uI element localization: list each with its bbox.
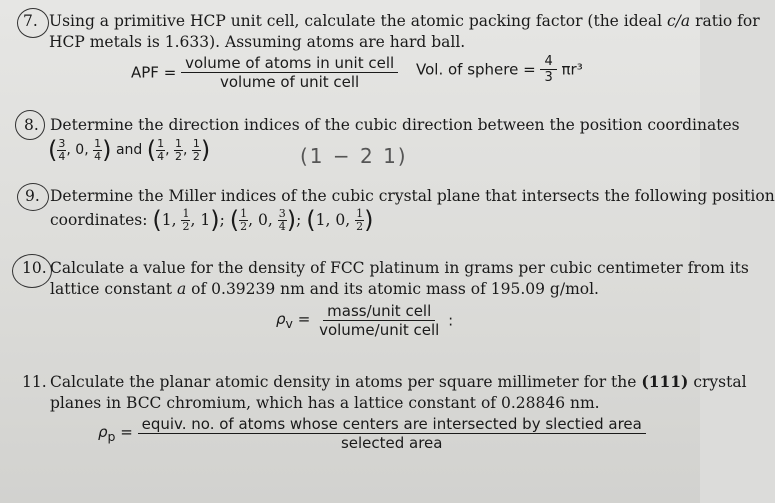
apf-numerator: volume of atoms in unit cell [181,54,398,73]
question-7-line-2: HCP metals is 1.633). Assuming atoms are hard ball. [49,33,466,51]
coordinate-value: 0 [75,142,85,158]
coordinate-fraction: $\frac{3}{4}$ [278,206,286,233]
coordinate-value: 0 [258,211,268,229]
coordinate-fraction: $\frac{1}{2}$ [192,136,200,163]
question-9-number: 9. [25,187,40,205]
density-denominator: volume/unit cell [319,321,440,339]
question-10-line-2: lattice constant a of 0.39239 nm and its atomic mass of 195.09 g/mol. [50,280,599,298]
point-1: 1, $\frac{1}{2}$ , 1 [161,206,211,233]
apf-denominator: volume of unit cell [220,73,360,91]
coordinate-set-1: $\frac{3}{4}$ , 0, $\frac{1}{4}$ [58,136,102,163]
coordinate-value: 1 [161,211,172,229]
question-10-line-1: Calculate a value for the density of FCC platinum in grams per cubic centimeter from its [50,259,749,277]
question-7-number: 7. [23,12,38,30]
coordinate-value: 0 [335,211,346,229]
question-11-line-1: Calculate the planar atomic density in atoms per square millimeter for the (111) crystal [50,372,747,391]
coordinate-fraction: $\frac{1}{2}$ [182,206,190,233]
density-formula: $\rho_v$ = $\frac{\text{mass/unit cell}}{\text{volume/unit cell}}$ : [276,302,454,339]
sphere-volume-formula: Vol. of sphere = $\frac{4}{3}$ πr³ [416,54,583,85]
planar-density-numerator: equiv. no. of atoms whose centers are intersected by slectied area [138,415,646,434]
coordinate-fraction: $\frac{1}{4}$ [157,136,165,163]
question-8-text: Determine the direction indices of the cubic direction between the position coordinates [50,116,740,134]
coordinate-value: 1 [315,211,326,229]
coordinate-fraction: $\frac{1}{2}$ [175,136,183,163]
question-8-coordinates: ( $\frac{3}{4}$ , 0, $\frac{1}{4}$ ) and ( $\frac{1}{4}$ , $\frac{1}{2}$ , $\frac{1}{2}$ ) [48,136,211,164]
question-11-number: 11. [22,373,47,391]
coordinate-set-2: $\frac{1}{4}$ , $\frac{1}{2}$ , $\frac{1}{2}$ [157,136,200,163]
density-numerator: mass/unit cell [323,302,435,321]
point-3: 1, 0, $\frac{1}{2}$ [315,206,364,233]
planar-density-denominator: selected area [340,434,443,452]
question-7-line-1: Using a primitive HCP unit cell, calculate the atomic packing factor (the ideal c/a ratio for [49,12,760,30]
coordinate-value: 1 [200,211,211,229]
question-8-number: 8. [24,116,39,134]
coordinate-fraction: $\frac{3}{4}$ [58,136,66,163]
question-10-number: 10. [22,259,47,277]
coordinate-fraction: $\frac{1}{2}$ [356,206,364,233]
point-2: $\frac{1}{2}$ , 0, $\frac{3}{4}$ [240,206,286,233]
planar-density-formula: $\rho_p$ = equiv. no. of atoms whose centers are intersected by slectied area selected area [98,415,646,452]
handwritten-answer: (1 − 2 1) [300,144,408,168]
question-11-line-2: planes in BCC chromium, which has a lattice constant of 0.28846 nm. [50,394,600,412]
apf-formula: APF = $\frac{\text{volume of atoms in unit cell}}{\text{volume of unit cell}}$ [131,54,398,91]
coordinate-fraction: $\frac{1}{4}$ [94,136,102,163]
question-9-line-1: Determine the Miller indices of the cubic crystal plane that intersects the following position [50,187,775,205]
coordinate-fraction: $\frac{1}{2}$ [240,206,248,233]
question-9-coordinates: coordinates: (1, $\frac{1}{2}$ , 1); ( $\frac{1}{2}$ , 0, $\frac{3}{4}$ ); (1, 0, $\frac{1}{2}$ ) [50,206,374,234]
